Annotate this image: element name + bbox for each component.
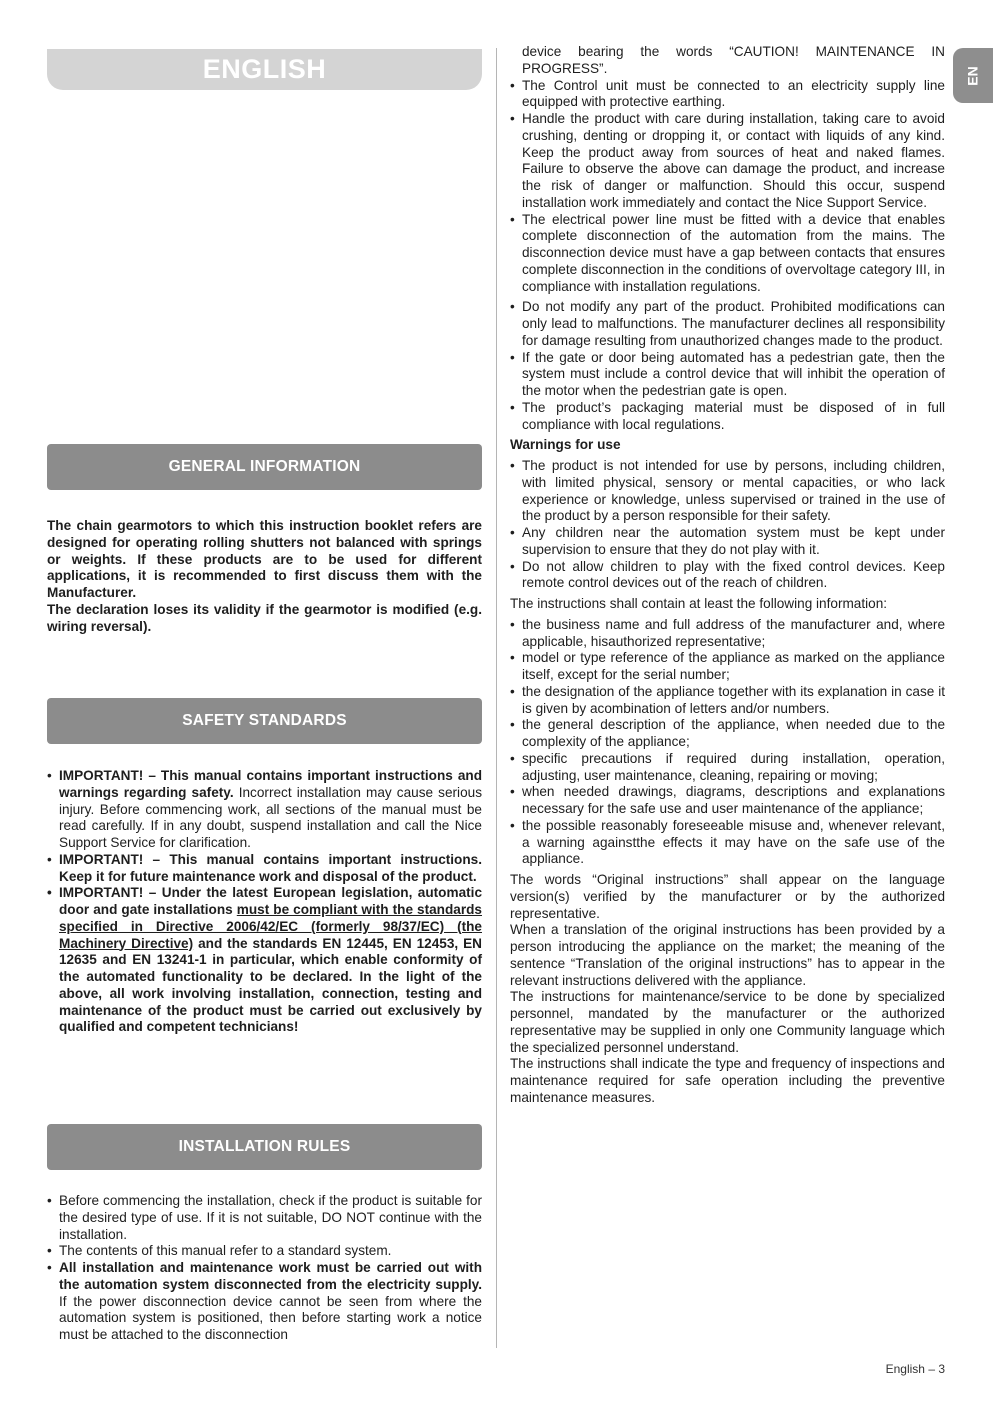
section-header-safety-standards: [47, 698, 482, 744]
paragraph: The instructions shall indicate the type and frequency of inspections and maintenance required for safe operation including the preventive maintenance measures.: [510, 1056, 945, 1105]
safety-standards-list: [47, 768, 482, 1036]
right-column-text: [510, 44, 945, 1107]
general-information-text: [47, 518, 482, 635]
list-item: • Any children near the automation system must be kept under supervision to ensure that they do not play with it.: [510, 525, 945, 559]
list-item: • IMPORTANT! – This manual contains important instructions and warnings regarding safety. Incorrect installation may cause serious injury. Before commencing work, all sections of the manual must be read carefully. If in any doubt, suspend installation and call the Nice Support Service for clarification.: [47, 768, 482, 852]
section-header-installation-rules: [47, 1124, 482, 1170]
list-item: • The product’s packaging material must be disposed of in full compliance with local regulations.: [510, 400, 945, 434]
list-item: • The Control unit must be connected to an electricity supply line equipped with protective earthing.: [510, 78, 945, 112]
section-title: GENERAL INFORMATION: [168, 458, 361, 475]
list-item: • the business name and full address of the manufacturer and, where applicable, hisauthorized representative;: [510, 617, 945, 651]
language-tab-label: EN: [964, 65, 981, 86]
section-title: INSTALLATION RULES: [178, 1138, 351, 1155]
list-item: • model or type reference of the appliance as marked on the appliance itself, except for the serial number;: [510, 650, 945, 684]
list-item: • IMPORTANT! – Under the latest European legislation, automatic door and gate installations must be compliant with the standards specified in Directive 2006/42/EC (formerly 98/37/EC) (the Machinery Directive) and the standards EN 12445, EN 12453, EN 12635 and EN 13241-1 in particular, which enable conformity of the automated functionality to be declared. In the light of the above, all work involving installation, connection, testing and maintenance of the product must be carried out exclusively by qualified and competent technicians!: [47, 885, 482, 1036]
page-number: English – 3: [885, 1362, 945, 1376]
installation-rules-list: [47, 1193, 482, 1344]
list-item: • specific precautions if required during installation, operation, adjusting, user maintenance, cleaning, repairing or moving;: [510, 751, 945, 785]
warnings-heading: Warnings for use: [510, 437, 621, 453]
list-item: • All installation and maintenance work must be carried out with the automation system disconnected from the electricity supply. If the power disconnection device cannot be seen from where the automation system is positioned, then before starting work a notice must be attached to the disconnection: [47, 1260, 482, 1344]
continued-paragraph: device bearing the words “CAUTION! MAINTENANCE IN PROGRESS”.: [522, 44, 945, 76]
paragraph: The words “Original instructions” shall appear on the language version(s) verified by the manufacturer or by the authorized representative.: [510, 872, 945, 921]
instructions-intro: The instructions shall contain at least the following information:: [510, 596, 888, 611]
list-item: • The contents of this manual refer to a standard system.: [47, 1243, 482, 1260]
section-title: SAFETY STANDARDS: [182, 712, 347, 729]
paragraph: When a translation of the original instructions has been provided by a person introducing the appliance on the market; the meaning of the sentence “Translation of the original instructions” has to appear in the relevant instructions delivered with the appliance.: [510, 922, 945, 988]
list-item: • the designation of the appliance together with its explanation in case it is given by acombination of letters and/or numbers.: [510, 684, 945, 718]
paragraph: The instructions for maintenance/service to be done by specialized personnel, mandated by the manufacturer or the authorized representative may be supplied in only one Community language which the specialized personnel understand.: [510, 989, 945, 1055]
general-info-paragraph: The declaration loses its validity if the gearmotor is modified (e.g. wiring reversal).: [47, 601, 482, 634]
page-title: ENGLISH: [202, 54, 327, 84]
language-tab: [953, 48, 993, 103]
general-info-paragraph: The chain gearmotors to which this instruction booklet refers are designed for operating rolling shutters not balanced with springs or weights. If these products are to be used for different applications, it is recommended to first discuss them with the Manufacturer.: [47, 518, 482, 600]
list-item: • the possible reasonably foreseeable misuse and, whenever relevant, a warning againstthe effects it may have on the safe use of the appliance.: [510, 818, 945, 868]
section-header-general-information: [47, 444, 482, 490]
list-item: • Before commencing the installation, check if the product is suitable for the desired type of use. If it is not suitable, DO NOT continue with the installation.: [47, 1193, 482, 1243]
list-item: • The product is not intended for use by persons, including children, with limited physical, sensory or mental capacities, or who lack experience or knowledge, unless supervised or trained in the use of the product by a person responsible for their safety.: [510, 458, 945, 525]
column-divider: [496, 48, 497, 1348]
list-item: • Handle the product with care during installation, taking care to avoid crushing, denting or dropping it, or contact with liquids of any kind. Keep the product away from sources of heat and naked flames. Failure to observe the above can damage the product, and increase the risk of danger or malfunction. Should this occur, suspend installation work immediately and contact the Nice Support Service.: [510, 111, 945, 212]
list-item: • IMPORTANT! – This manual contains important instructions. Keep it for future maintenance work and disposal of the product.: [47, 852, 482, 886]
list-item: • Do not allow children to play with the fixed control devices. Keep remote control devices out of the reach of children.: [510, 559, 945, 593]
list-item: • The electrical power line must be fitted with a device that enables complete disconnection of the automation from the mains. The disconnection device must have a gap between contacts that ensures complete disconnection in the conditions of overvoltage category III, in compliance with installation regulations.: [510, 212, 945, 296]
list-item: • Do not modify any part of the product. Prohibited modifications can only lead to malfunctions. The manufacturer declines all responsibility for damage resulting from unauthorized changes made to the product.: [510, 299, 945, 349]
list-item: • the general description of the appliance, when needed due to the complexity of the appliance;: [510, 717, 945, 751]
list-item: • If the gate or door being automated has a pedestrian gate, then the system must include a control device that will inhibit the operation of the motor when the pedestrian gate is open.: [510, 350, 945, 400]
list-item: • when needed drawings, diagrams, descriptions and explanations necessary for the safe use and user maintenance of the appliance;: [510, 784, 945, 818]
page-title-banner: [47, 49, 482, 90]
